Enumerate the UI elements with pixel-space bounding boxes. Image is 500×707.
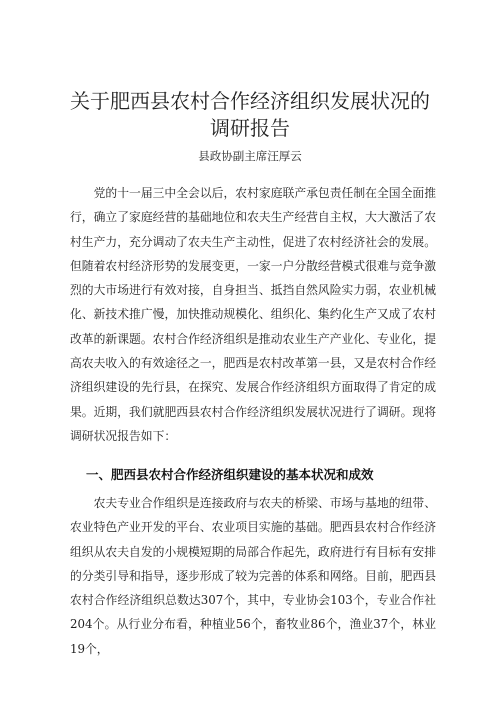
document-title-line1: 关于肥西县农村合作经济组织发展状况的	[70, 89, 430, 113]
section-heading: 一、肥西县农村合作经济组织建设的基本状况和成效	[86, 467, 374, 482]
section-paragraph: 农夫专业合作组织是连接政府与农夫的桥梁、市场与基地的纽带、农业特色产业开发的平台、农业项目实施的基础。肥西县农村合作经济组织从农夫自发的小规模短期的局部合作起先，政府进行有目标有安排的分类引导和指导，逐步形成了较为完善的体系和网络。目前，肥西县农村合作经济组织总数达307个，其中，专业协会103个，专业合作社204个。从行业分布看，种植业56个，畜牧业86个，渔业37个，林业19个，	[70, 496, 436, 656]
document-author: 县政协副主席汪厚云	[198, 149, 302, 163]
document-title-line2: 调研报告	[210, 116, 290, 140]
intro-paragraph: 党的十一届三中全会以后，农村家庭联产承包责任制在全国全面推行，确立了家庭经营的基础地位和农夫生产经营自主权，大大激活了农村生产力，充分调动了农夫生产主动性，促进了农村经济社会的发展。但随着农村经济形势的发展变更，一家一户分散经营模式很难与竞争激烈的大市场进行有效对接，自身担当、抵挡自然风险实力弱，农业机械化、新技术推广慢，加快推动规模化、组织化、集约化生产又成了农村改革的新课题。农村合作经济组织是推动农业生产产业化、专业化，提高农夫收入的有效途径之一，肥西是农村改革第一县，又是农村合作经济组织建设的先行县，在探究、发展合作经济组织方面取得了肯定的成果。近期，我们就肥西县农村合作经济组织发展状况进行了调研。现将调研状况报告如下：	[70, 186, 436, 443]
